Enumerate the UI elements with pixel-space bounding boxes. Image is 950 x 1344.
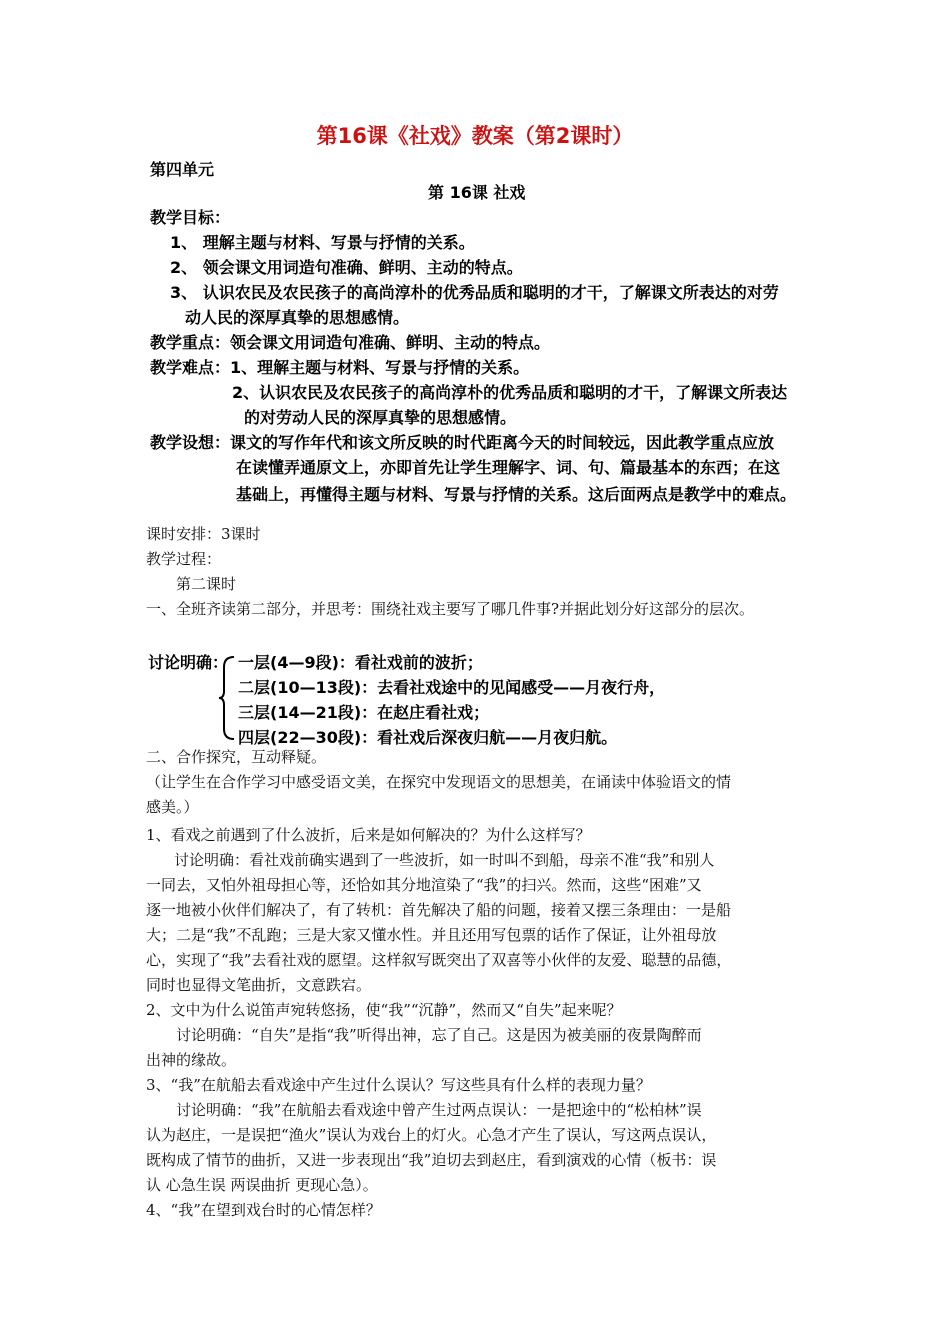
layer-item: 一层(4—9段)：看社戏前的波折； bbox=[238, 653, 483, 672]
discussion-label: 讨论明确： bbox=[148, 653, 229, 672]
objective-item: 2、 领会课文用词造句准确、鲜明、主动的特点。 bbox=[170, 258, 523, 277]
objective-item: 3、 认识农民及农民孩子的高尚淳朴的优秀品质和聪明的才干，了解课文所表达的对劳 bbox=[170, 283, 779, 302]
answer-3-line: 既构成了情节的曲折，又进一步表现出“我”迫切去到赵庄，看到演戏的心情（板书：误 bbox=[146, 1151, 717, 1169]
answer-2-line: 出神的缘故。 bbox=[146, 1051, 237, 1069]
answer-1-line: 大；二是“我”不乱跑；三是大家又懂水性。并且还用写包票的话作了保证，让外祖母放 bbox=[146, 926, 717, 944]
question-1: 1、看戏之前遇到了什么波折，后来是如何解决的？为什么这样写？ bbox=[146, 826, 591, 844]
answer-3-line: 讨论明确：“我”在航船去看戏途中曾产生过两点误认：一是把途中的“松柏林”误 bbox=[176, 1101, 702, 1119]
key-point: 教学重点：领会课文用词造句准确、鲜明、主动的特点。 bbox=[150, 333, 551, 352]
question-2: 2、文中为什么说笛声宛转悠扬，使“我”“沉静”，然而又“自失”起来呢？ bbox=[146, 1001, 622, 1019]
design-line: 教学设想：课文的写作年代和该文所反映的时代距离今天的时间较远，因此教学重点应放 bbox=[150, 433, 775, 452]
answer-1-line: 逐一地被小伙伴们解决了，有了转机：首先解决了船的问题，接着又摆三条理由：一是船 bbox=[146, 901, 732, 919]
intro-line: （让学生在合作学习中感受语文美，在探究中发现语文的思想美，在诵读中体验语文的情 bbox=[146, 773, 732, 791]
answer-1-line: 心，实现了“我”去看社戏的愿望。这样叙写既突出了双喜等小伙伴的友爱、聪慧的品德， bbox=[146, 951, 732, 969]
unit-label: 第四单元 bbox=[150, 160, 215, 179]
answer-1-line: 讨论明确：看社戏前确实遇到了一些波折，如一时叫不到船，母亲不准“我”和别人 bbox=[174, 851, 715, 869]
design-line: 基础上，再懂得主题与材料、写景与抒情的关系。这后面两点是教学中的难点。 bbox=[236, 485, 797, 504]
answer-1-line: 一同去，又怕外祖母担心等，还恰如其分地渲染了“我”的扫兴。然而，这些“困难”又 bbox=[146, 876, 702, 894]
step-one: 一、全班齐读第二部分，并思考：围绕社戏主要写了哪几件事?并据此划分好这部分的层次。 bbox=[146, 600, 755, 618]
question-4: 4、“我”在望到戏台时的心情怎样？ bbox=[146, 1201, 381, 1219]
layer-item: 四层(22—30段)：看社戏后深夜归航——月夜归航。 bbox=[238, 728, 618, 747]
design-line: 在读懂弄通原文上，亦即首先让学生理解字、词、句、篇最基本的东西；在这 bbox=[236, 458, 781, 477]
layer-item: 二层(10—13段)：去看社戏途中的见闻感受——月夜行舟， bbox=[238, 678, 666, 697]
schedule: 课时安排：3课时 bbox=[146, 525, 261, 543]
step-two: 二、合作探究，互动释疑。 bbox=[146, 748, 327, 766]
page-title: 第16课《社戏》教案（第2课时） bbox=[316, 124, 634, 148]
question-3: 3、“我”在航船去看戏途中产生过什么误认？写这些具有什么样的表现力量？ bbox=[146, 1076, 651, 1094]
answer-3-line: 认为赵庄，一是误把“渔火”误认为戏台上的灯火。心急才产生了误认，写这两点误认， bbox=[146, 1126, 717, 1144]
difficulty-line: 的对劳动人民的深厚真挚的思想感情。 bbox=[244, 408, 517, 427]
answer-3-line: 认 心急生误 两误曲折 更现心急）。 bbox=[146, 1176, 378, 1194]
period-label: 第二课时 bbox=[176, 575, 237, 593]
lesson-heading: 第 16课 社戏 bbox=[428, 183, 526, 202]
answer-1-line: 同时也显得文笔曲折，文意跌宕。 bbox=[146, 976, 372, 994]
objective-item: 动人民的深厚真挚的思想感情。 bbox=[185, 308, 410, 327]
brace-icon bbox=[218, 655, 236, 741]
intro-line: 感美。） bbox=[146, 798, 199, 816]
objectives-label: 教学目标： bbox=[150, 208, 231, 227]
difficulty-line: 2、认识农民及农民孩子的高尚淳朴的优秀品质和聪明的才干，了解课文所表达 bbox=[232, 383, 788, 402]
difficulty-line: 教学难点：1、理解主题与材料、写景与抒情的关系。 bbox=[150, 358, 530, 377]
process-label: 教学过程： bbox=[146, 550, 222, 568]
objective-item: 1、 理解主题与材料、写景与抒情的关系。 bbox=[170, 233, 475, 252]
layer-item: 三层(14—21段)：在赵庄看社戏； bbox=[238, 703, 490, 722]
answer-2-line: 讨论明确：“自失”是指“我”听得出神，忘了自己。这是因为被美丽的夜景陶醉而 bbox=[176, 1026, 702, 1044]
